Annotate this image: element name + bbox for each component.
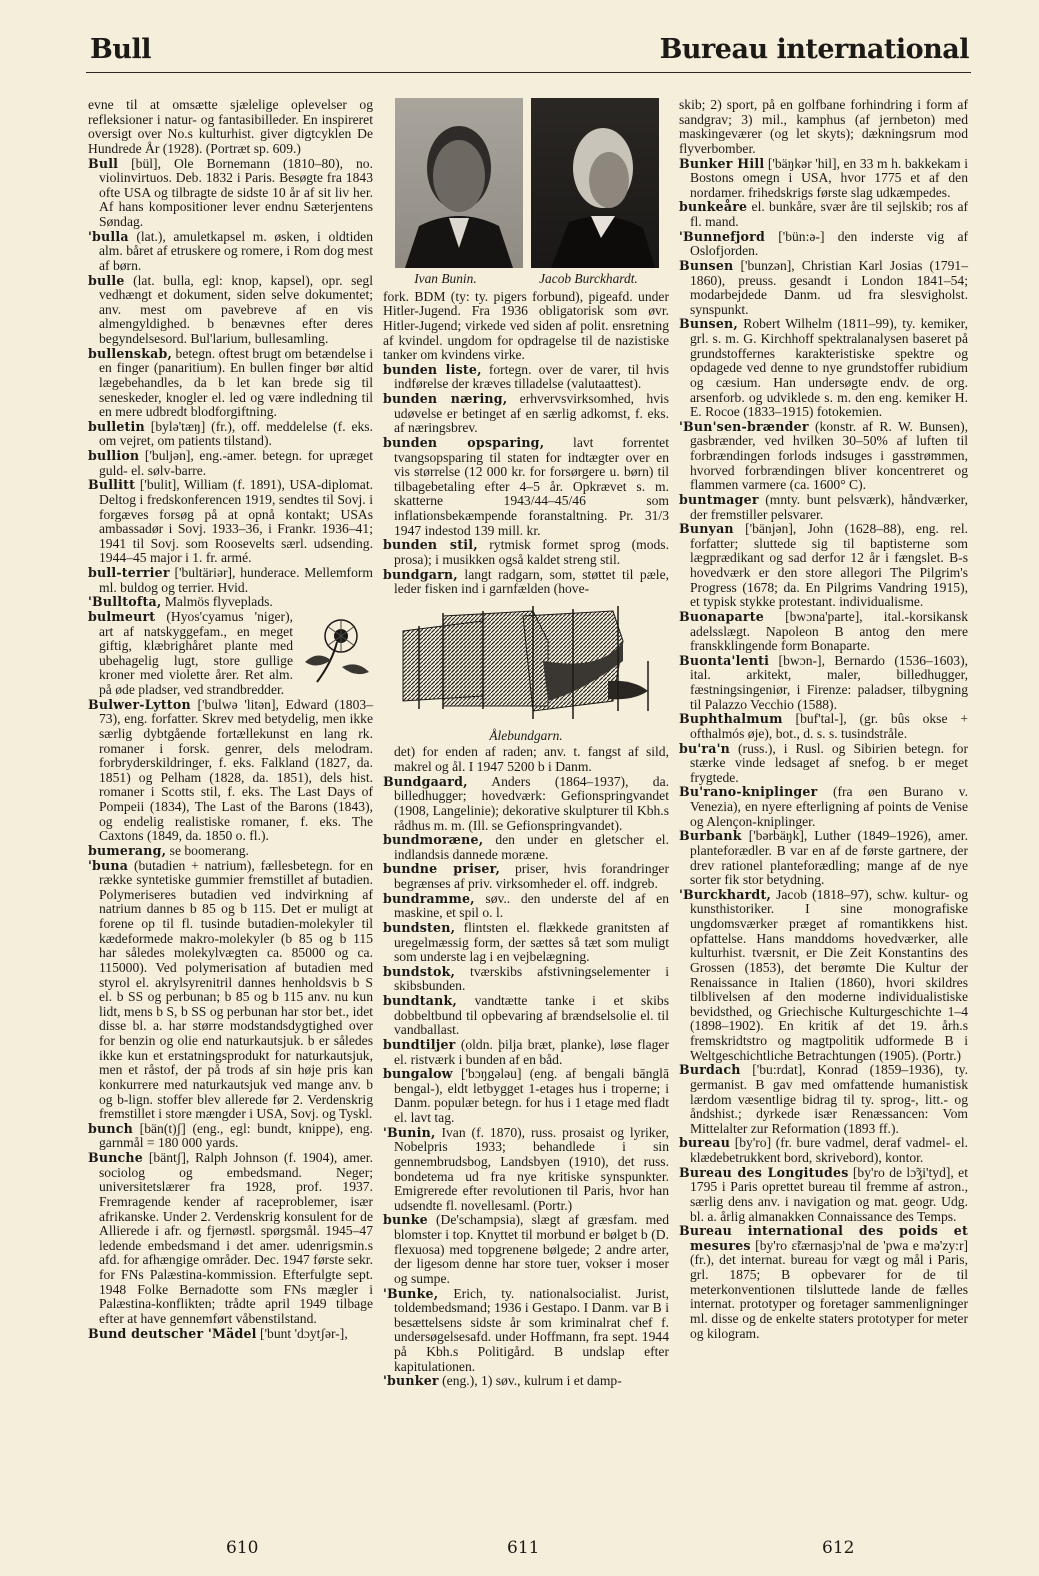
entry-headword: 'Bunke,	[383, 1285, 439, 1301]
entry-text: Anders (1864–1937), da. billedhugger; hovedværk: Gefionspringvandet (1908, Langelinie); dekorative skulpturer til Kbh.s rådhus m. m. (Ill. se Gefionspringvandet).	[394, 773, 669, 833]
entry-headword: bunden liste,	[383, 361, 482, 377]
entry-text: søv.. den underste del af en maskine, et spil o. l.	[394, 890, 669, 921]
dictionary-entry	[383, 1287, 669, 1375]
entry-text: [bylə'tæŋ] (fr.), off. meddelelse (f. eks. om vejret, om patients tilstand).	[99, 418, 373, 449]
entry-text: langt radgarn, som, støttet til pæle, leder fisken ind i garnfælden (hove-	[394, 566, 669, 597]
entry-text: ['bäŋkər 'hil], en 33 m h. bakkekam i Bostons omegn i USA, hvor 1775 et af den nordamer. frihedskrigs første slag udkæmpedes.	[690, 155, 968, 200]
entry-text: erhvervsvirksomhed, hvis udøvelse er betinget af en særlig adkomst, f. eks. af næringsbrev.	[394, 391, 669, 436]
page-number-612: 612	[822, 1538, 855, 1558]
entry-headword: 'Bulltofta,	[88, 594, 162, 610]
dictionary-entry	[383, 775, 669, 834]
dictionary-entry	[383, 1126, 669, 1214]
entry-headword: bulmeurt	[88, 608, 156, 624]
portrait-ivan-bunin	[395, 98, 523, 268]
dictionary-entry	[383, 862, 669, 891]
entry-headword: 'Bunin,	[383, 1124, 436, 1140]
entry-text: [buf'tal-], (gr. bûs okse + ofthalmós øje), bot., d. s. s. tusindstråle.	[690, 711, 968, 741]
entry-text: evne til at omsætte sjælelige oplevelser og refleksioner i natur- og fantasibilleder. En inspireret oversigt over No.s kulturhist. giver digtcyklen De Hundrede År (1928). (Portræt sp. 609.)	[88, 97, 373, 156]
entry-headword: Buonaparte	[679, 608, 764, 624]
dictionary-entry	[383, 538, 669, 567]
entry-text: ['bu:rdat], Konrad (1859–1936), ty. germanist. B gav med omfattende humanistisk lærdom væsentlige bidrag til ty. sprog-, litt.- og åndshist.; dyrkede især Renæssancen: Vom Mittelalter zur Reformation (1893 ff.).	[690, 1062, 968, 1136]
entry-headword: bureau	[679, 1135, 731, 1151]
entry-headword: Bunsen	[679, 257, 734, 273]
running-head-left: Bull	[90, 34, 151, 65]
entry-headword: 'Bun'sen-brænder	[679, 418, 809, 434]
dictionary-entry	[679, 785, 968, 829]
entry-text: Malmös flyveplads.	[161, 594, 273, 610]
entry-headword: Bund deutscher 'Mädel	[88, 1325, 257, 1341]
entry-text: flintsten el. flækkede granitsten af uregelmæssig form, der sættes så tæt som muligt som underste lag i en vejbelægning.	[394, 919, 669, 965]
dictionary-entry	[88, 420, 373, 449]
entry-text: (eng.), 1) søv., kulrum i et damp-	[438, 1373, 622, 1389]
entry-headword: bulle	[88, 272, 125, 288]
entry-text: (mnty. bunt pelsværk), håndværker, der fremstiller pelsvarer.	[690, 491, 968, 522]
entry-text: [by'ro] (fr. bure vadmel, deraf vadmel- el. klædebetrukkent bord, skrivebord), kontor.	[690, 1135, 968, 1165]
entry-headword: bundgarn,	[383, 566, 458, 582]
column-611	[383, 98, 669, 1389]
entry-text: [bän(t)ʃ] (eng., egl: bundt, knippe), eng. garnmål = 180 000 yards.	[99, 1120, 373, 1151]
dictionary-entry	[383, 363, 669, 392]
entry-headword: 'Burckhardt,	[679, 886, 772, 902]
dictionary-entry	[383, 1038, 669, 1067]
entry-headword: bundmoræne,	[383, 832, 484, 848]
entry-text: el. bunkåre, svær åre til sejlskib; ros af fl. mand.	[690, 199, 968, 229]
entry-text: (russ.), i Rusl. og Sibirien betegn. for stærke vinde ledsaget af snefog. b er meget frygtede.	[690, 740, 968, 785]
entry-text: Jacob (1818–97), schw. kultur- og kunsthistoriker. I sine monografiske ungdomsværker præget af romantikkens hist. opfattelse. Hans manddoms hovedværker, alle kulturhist. tværsnit, er Die Zeit Konstantins des Grossen (1853), det berømte Die Kultur der Renaissance in Italien (1860), hvori skildres tilblivelsen af den moderne individualistiske bevidsthed, og Griechische Kulturgeschichte 1–4 (1898–1902). En kritik af det 19. årh.s fremskridtstro og magtpolitik udformede B i Weltgeschichtliche Betrachtungen (1905). (Portr.)	[690, 886, 968, 1063]
dictionary-entry	[679, 200, 968, 229]
entry-headword: bunch	[88, 1120, 133, 1136]
entry-headword: Bunker Hill	[679, 155, 765, 171]
entry-text: Robert Wilhelm (1811–99), ty. kemiker, grl. s. m. G. Kirchhoff spektralanalysen baseret på grundstoffernes karakteristiske spektre og opdagede ved denne to nye grundstoffer rubidium og cæsium. Han undersøgte endv. de org. arsenforb. og udviklede s. m. den eng. kemiker H. E. Rocoe (1833–1915) fotokemien.	[690, 316, 968, 420]
dictionary-entry	[679, 829, 968, 888]
entry-headword: Buphthalmum	[679, 711, 783, 727]
entry-headword: 'bulla	[88, 228, 129, 244]
entry-text: (oldn. þilja bræt, planke), løse flager el. ristværk i bunden af en båd.	[394, 1036, 669, 1067]
dictionary-entry	[88, 478, 373, 566]
entry-text: [by'ro de lɔ̃ʒi'tyd], et 1795 i Paris oprettet bureau til fremme af astron., særlig dens anv. i navigation og mat. geogr. Udg. bl. a. årlig almanakken Connaissance des Temps.	[690, 1164, 968, 1224]
entry-text: lavt forrentet tvangsopsparing til staten for indtægter over en vis størrelse (12 000 kr. for forsørgere u. børn) til tilbagebetaling efter 4–5 år. Opkrævet s. m. skatterne 1943/44–45/46 som inflationsbekæmpende foranstaltning. Pr. 31/3 1947 indestod 139 mill. kr.	[394, 434, 669, 538]
dictionary-entry	[679, 742, 968, 786]
dictionary-entry	[88, 1151, 373, 1327]
dictionary-entry	[679, 888, 968, 1064]
entry-headword: bulletin	[88, 418, 145, 434]
dictionary-entry	[383, 892, 669, 921]
entry-text: ['bɔŋgələu] (eng. af bengali bānglā bengal-), eldt letbygget 1-etages hus i troperne; i Danm. populær betegn. for hus i 1 etage med fladt el. lavt tag.	[394, 1066, 669, 1125]
dictionary-entry	[383, 921, 669, 965]
entry-headword: bunden stil,	[383, 537, 478, 553]
entry-headword: 'Bunnefjord	[679, 228, 765, 244]
dictionary-entry	[383, 745, 669, 774]
entry-headword: Bull	[88, 155, 119, 171]
entry-headword: bungalow	[383, 1066, 453, 1082]
entry-headword: 'buna	[88, 857, 129, 873]
entry-text: ['bün:ə-] den inderste vig af Oslofjorden.	[690, 228, 968, 259]
dictionary-entry	[383, 436, 669, 538]
henbane-illustration	[297, 612, 375, 686]
entry-headword: bullenskab,	[88, 345, 173, 361]
dictionary-entry	[679, 1224, 968, 1341]
entry-text: (De'schampsia), slægt af græsfam. med blomster i top. Knyttet til morbund er bølget b (D. flexuosa) med topgrenene bølgede; 2 andre arter, der ligesom denne har store tuer, vokser i moser og sumpe.	[394, 1212, 669, 1286]
dictionary-entry	[679, 1136, 968, 1165]
entry-headword: bumerang,	[88, 842, 167, 858]
dictionary-entry	[88, 566, 373, 595]
entry-headword: Burdach	[679, 1062, 741, 1078]
entry-headword: buntmager	[679, 491, 759, 507]
dictionary-entry	[383, 994, 669, 1038]
entry-text: det) for enden af raden; anv. t. fangst af sild, makrel og ål. I 1947 5200 b i Danm.	[394, 744, 669, 774]
entry-text: skib; 2) sport, på en golfbane forhindring i form af sandgrav; 3) mil., kamphus (af jernbeton) med maskingeværer (og let skyts); dækningsrum mod flyverbomber.	[679, 97, 968, 156]
entry-text: den under en gletscher el. indlandsis dannede moræne.	[394, 832, 669, 862]
dictionary-entry	[88, 274, 373, 347]
dictionary-entry	[679, 317, 968, 419]
entry-text: (lat. bulla, egl: knop, kapsel), opr. segl vedhængt et dokument, siden selve dokumentet; anv. mest om pavebreve af en vis almengyldighed. b benævnes efter deres begyndelsesord. Bul'larium, bullesamling.	[99, 272, 373, 346]
running-head-right: Bureau international	[659, 34, 969, 65]
entry-headword: bundramme,	[383, 890, 475, 906]
dictionary-entry	[679, 259, 968, 318]
dictionary-entry	[88, 98, 373, 157]
entry-text: ['bulwə 'litən], Edward (1803–73), eng. forfatter. Skrev med betydelig, men ikke særlig dybtgående fortællekunst en lang rk. romaner i forsk. genrer, dels melodram. forbryderskildringer, f. eks. Falkland (1827, da. 1851) og Pelham (1828, da. 1851), dels hist. romaner i Scotts stil, f. eks. The Last Days of Pompeii (1834), The Last of the Barons (1843), og endelig realistiske romaner, f. eks. The Caxtons (1849, da. 1850 o. fl.).	[99, 696, 373, 844]
entry-headword: Bu'rano-kniplinger	[679, 784, 818, 800]
entry-text: tværskibs afstivningselementer i skibsbunden.	[394, 963, 669, 994]
entry-text: [bwɔn-], Bernardo (1536–1603), ital. arkitekt, maler, billedhugger, fæstningsingeniør, i Firenze: paladser, tilbygning til Palazzo Vecchio (1588).	[690, 652, 968, 712]
dictionary-entry	[88, 1327, 373, 1342]
caption-jacob-burckhardt: Jacob Burckhardt.	[539, 271, 638, 286]
entry-headword: 'bunker	[383, 1373, 439, 1389]
entry-text: fortegn. over de varer, til hvis indførelse der kræves tilladelse (valutaattest).	[394, 361, 669, 392]
entry-text: (butadien + natrium), fællesbetegn. for en række syntetiske gummier fremstillet af butadien. Polymeriseres butadien ved indvirkning af natrium dannes b 85 og b 115. Det er muligt at forene op til fl. tusinde butadien-molekyler til kædeformede makro-molekyler (b 85 og b 115 har således molekylvægten ca. 85000 og ca. 115000). Ved polymerisation af butadien med styrol el. akrylsyrenitril dannes henholdsvis b S el. b SS og perbunan; b 85 og b 115 anv. nu kun lidt, mens b S, b SS og perbunan har stor bet., idet disse bl. a. har større modstandsdygtighed over for benzin og olie end naturkautsjuk. b er således ikke kun et erstatningsprodukt for naturkautsjuk, men et råstof, der på trods af sin høje pris kan konkurrere med naturkautsjuk ved mange anv. b og b-lign. stoffer blev allerede før 2. Verdenskrig fremstillet i store mængder i USA, Sovj. og Tyskl.	[99, 857, 373, 1122]
entry-headword: bunden næring,	[383, 391, 508, 406]
dictionary-entry	[88, 698, 373, 844]
dictionary-entry	[88, 449, 373, 478]
dictionary-entry	[383, 965, 669, 994]
entry-headword: bunkeåre	[679, 199, 748, 215]
dictionary-entry	[383, 833, 669, 862]
column-610	[88, 98, 373, 1341]
dictionary-entry	[88, 1122, 373, 1151]
entry-headword: bunden opsparing,	[383, 434, 545, 450]
dictionary-entry	[679, 493, 968, 522]
entry-headword: Bulwer-Lytton	[88, 696, 191, 712]
portrait-jacob-burckhardt	[531, 98, 659, 268]
dictionary-entry	[383, 290, 669, 363]
dictionary-entry	[679, 522, 968, 610]
entry-headword: Bundgaard,	[383, 773, 468, 789]
page-number-610: 610	[226, 1538, 259, 1558]
dictionary-entry	[383, 1067, 669, 1126]
dictionary-entry	[383, 1374, 669, 1389]
entry-text: ['bänjən], John (1628–88), eng. rel. forfatter; sluttede sig til baptisterne som lægprædikant og sad derfor 12 år i fængslet. B-s hovedværk er den store allegori The Pilgrim's Progress (1678; da. En Pilgrims Vandring 1915), et typisk stykke protestant. individualisme.	[690, 521, 968, 610]
entry-headword: bundsten,	[383, 919, 456, 935]
entry-text: (konstr. af R. W. Bunsen), gasbrænder, ved hvilken 30–50% af luften til forbrændingen forlods indsuges i gasstrømmen, hvorved forbrændingen bliver koncentreret og flammen varmere (ca. 1600° C).	[690, 418, 968, 493]
entry-text: vandtætte tanke i et skibs dobbeltbund til opbevaring af brændselsolie el. til vandballast.	[394, 993, 669, 1038]
entry-headword: bunke	[383, 1212, 428, 1228]
entry-text: ['bərbäŋk], Luther (1849–1926), amer. planteforædler. B var en af de første gartnere, der drev rationel planteforædling; mange af de nye sorter fik stor betydning.	[690, 828, 968, 888]
dictionary-entry	[383, 568, 669, 597]
entry-text: fork. BDM (ty: ty. pigers forbund), pigeafd. under Hitler-Jugend. Fra 1936 obligatorisk som øvr. Hitler-Jugend; virkede ved siden af polit. ensretning af kvindel. ungdom for opdragelse til de nazistiske tanker om kvindens virke.	[383, 288, 669, 363]
entry-text: (fra øen Burano v. Venezia), en nyere efterligning af points de Venise og Alençon-kniplinger.	[690, 784, 968, 829]
entry-text: ['buljən], eng.-amer. betegn. for upræget guld- el. sølv-barre.	[99, 448, 373, 478]
portrait-captions	[383, 272, 669, 287]
entry-text: rytmisk formet sprog (mods. prosa); i musikken også kaldet streng stil.	[394, 537, 669, 567]
dictionary-entry	[679, 1166, 968, 1225]
entry-headword: bundne priser,	[383, 861, 501, 877]
entry-headword: Bureau international des poids et mesures	[679, 1223, 968, 1253]
entry-text: betegn. oftest brugt om betændelse i en finger (panaritium). En bullen finger bør altid lægebehandles, da b let kan brede sig til seneskeder, knogler el. led og være indledning til en mere udbredt blodforgiftning.	[99, 345, 373, 420]
entry-headword: bull-terrier	[88, 565, 170, 580]
figure-caption: Ålebundgarn.	[489, 727, 563, 743]
dictionary-entry	[383, 1213, 669, 1286]
dictionary-entry	[679, 712, 968, 741]
entry-headword: bullion	[88, 448, 140, 463]
portrait-photos	[395, 98, 659, 268]
entry-headword: Buonta'lenti	[679, 652, 770, 668]
dictionary-entry	[679, 230, 968, 259]
entry-headword: Bureau des Longitudes	[679, 1164, 849, 1180]
dictionary-entry	[88, 595, 373, 610]
page-number-611: 611	[507, 1538, 540, 1558]
entry-text: ['bulit], William (f. 1891), USA-diplomat. Deltog i fredskonferencen 1919, sendtes til Sovj. i forgæves forsøg på at opnå kontakt; USAs ambassadør i Sovj. 1933–36, i Frankr. 1936–41; 1941 til Sovj. som Roosevelts særl. udsending. 1944–45 major i 1. fr. armé.	[99, 477, 373, 566]
dictionary-entry	[88, 844, 373, 859]
dictionary-entry	[88, 859, 373, 1122]
dictionary-entry	[88, 230, 373, 274]
dictionary-entry	[679, 420, 968, 493]
dictionary-entry	[88, 610, 373, 698]
entry-headword: Bullitt	[88, 477, 136, 493]
entry-text: [bwɔna'parte], ital.-korsikansk adelsslægt. Napoleon B antog den mere franskklingende form Bonaparte.	[690, 608, 968, 654]
dictionary-entry	[679, 610, 968, 654]
entry-text: [by'ro ɛ̃tærnasjɔ'nal de 'pwa e mə'zy:r] (fr.), det internat. bureau for vægt og mål i Paris, grl. 1875; B opbevarer for de til meterkonventionen tilsluttede lande de fælles internat. prototyper og foretager sammenligninger ml. disse og de enkelte staters prototyper for meter og kilogram.	[690, 1237, 968, 1341]
entry-headword: bundtank,	[383, 993, 457, 1008]
dictionary-entry	[88, 347, 373, 420]
entry-headword: Bunsen,	[679, 316, 739, 332]
eel-poundnet-illustration	[383, 601, 669, 725]
entry-text: ['bunzən], Christian Karl Josias (1791–1860), preuss. gesandt i London 1841–54; modarbejdede Danm. ud fra slesvigholst. synspunkt.	[690, 257, 968, 317]
entry-text: se boomerang.	[166, 842, 249, 858]
entry-text: ['bultäriər], hunderace. Mellemform ml. buldog og terrier. Hvid.	[99, 565, 373, 595]
entry-text: (lat.), amuletkapsel m. øsken, i oldtiden alm. båret af etruskere og romere, i Rom dog mest af børn.	[99, 228, 373, 273]
entry-text: (Hyos'cyamus 'niger), art af natskyggefam., en meget giftig, klæbrighåret plante med ubehagelig lugt, store gullige kroner med violette årer. Ret alm. på øde pladser, ved strandbredder.	[99, 608, 293, 697]
column-612	[679, 98, 968, 1341]
dictionary-entry	[679, 157, 968, 201]
entry-text: [bül], Ole Bornemann (1810–80), no. violinvirtuos. Deb. 1832 i Paris. Besøgte fra 1843 ofte USA og tilbragte de sidste 10 år af sit liv her. Af hans kompositioner lever endnu Sæterjentens Søndag.	[99, 155, 373, 229]
entry-text: Erich, ty. nationalsocialist. Jurist, toldembedsmand; 1936 i Gestapo. I Danm. var B i besættelsens sidste år som kriminalrat chef f. undersøgelsesafd. under Hoffmann, fra sept. 1944 på Kbh.s Politigård. B undslap efter kapitulationen.	[394, 1285, 669, 1374]
dictionary-entry	[679, 654, 968, 713]
entry-headword: bundstok,	[383, 963, 456, 979]
dictionary-entry	[679, 98, 968, 157]
entry-text: [bäntʃ], Ralph Johnson (f. 1904), amer. sociolog og embedsmand. Neger; universitetslærer fra 1928, prof. 1937. Fremragende kender af raceproblemer, især afrikanske. Under 2. Verdenskrig konsulent for de Allierede i afr. og fjernøstl. spørgsmål. 1945–47 ledende embedsmand i det amer. udenrigsmin.s afd. for afhængige områder. Dec. 1947 første sekr. for FNs Palæstina-kommission. Efterfulgte sept. 1948 Folke Bernadotte som FNs mægler i Palæstina-konflikten; trådte april 1949 tilbage efter at have gennemført våbenstilstand.	[99, 1150, 373, 1326]
dictionary-entry	[88, 157, 373, 230]
entry-text: ['bunt 'dɔytʃər-],	[256, 1325, 348, 1341]
dictionary-entry	[679, 1063, 968, 1136]
header-rule	[86, 72, 971, 73]
entry-text: Ivan (f. 1870), russ. prosaist og lyriker, Nobelpris 1933; behandlede i sin gennembrudsbog, Landsbyen (1910), det russ. bondetema ud fra nye kritiske synspunkter. Emigrerede efter revolutionen til Paris, hvor han udsendte fl. novellesaml. (Portr.)	[394, 1124, 669, 1213]
entry-text: priser, hvis forandringer begrænses af priv. virksomheder el. off. indgreb.	[394, 861, 669, 891]
entry-headword: Bunyan	[679, 521, 734, 537]
caption-ivan-bunin: Ivan Bunin.	[414, 271, 477, 286]
entry-headword: Bunche	[88, 1150, 143, 1165]
entry-headword: bundtiljer	[383, 1036, 456, 1052]
entry-headword: Burbank	[679, 828, 742, 844]
entry-headword: bu'ra'n	[679, 740, 731, 756]
dictionary-entry	[383, 392, 669, 436]
